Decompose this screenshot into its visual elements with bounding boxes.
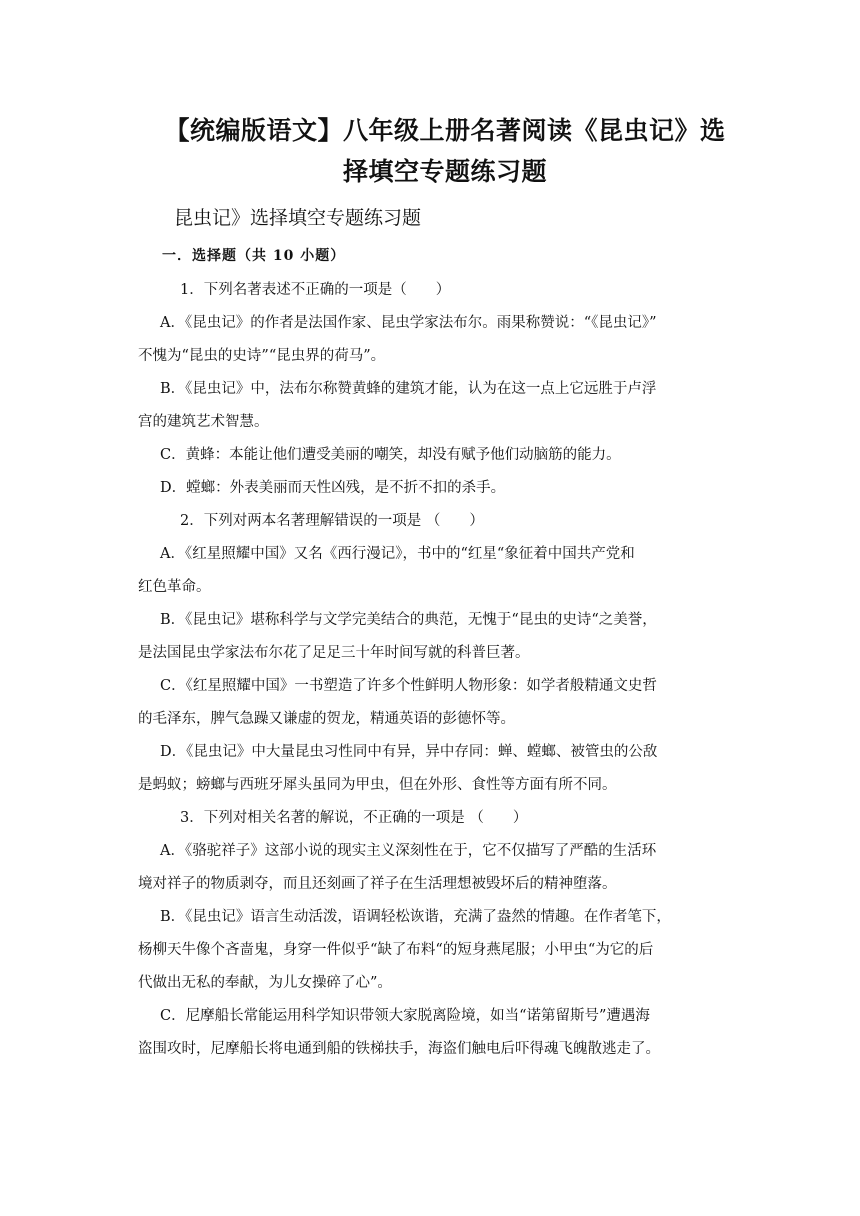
question-stem: 3．下列对相关名著的解说，不正确的一项是 （ ） — [180, 810, 528, 826]
option-continuation: 的毛泽东，脾气急躁又谦虚的贺龙，精通英语的彭德怀等。 — [138, 711, 515, 727]
option-continuation: 是法国昆虫学家法布尔花了足足三十年时间写就的科普巨著。 — [138, 645, 530, 661]
document-title-line-2: 择填空专题练习题 — [342, 157, 547, 186]
document-title-line-1: 【统编版语文】八年级上册名著阅读《昆虫记》选 — [164, 116, 726, 145]
question-stem: 2．下列对两本名著理解错误的一项是 （ ） — [180, 513, 484, 529]
question-stem: 1．下列名著表述不正确的一项是（ ） — [180, 282, 451, 298]
option-continuation: 红色革命。 — [138, 579, 211, 595]
option-text: B．《昆虫记》语言生动活泼，语调轻松诙谐，充满了盎然的情趣。在作者笔下， — [160, 909, 671, 925]
option-text: A．《昆虫记》的作者是法国作家、昆虫学家法布尔。雨果称赞说：“《昆虫记》” — [160, 315, 657, 331]
option-continuation: 宫的建筑艺术智慧。 — [138, 414, 269, 430]
option-text: C．尼摩船长常能运用科学知识带领大家脱离险境，如当“诺第留斯号”遭遇海 — [160, 1008, 650, 1024]
option-text: B．《昆虫记》中，法布尔称赞黄蜂的建筑才能，认为在这一点上它远胜于卢浮 — [160, 381, 657, 397]
option-text: A．《骆驼祥子》这部小说的现实主义深刻性在于，它不仅描写了严酷的生活环 — [160, 843, 657, 859]
option-text: D．《昆虫记》中大量昆虫习性同中有异，异中存同：蝉、螳螂、被管虫的公敌 — [160, 744, 658, 760]
option-continuation: 境对祥子的物质剥夺，而且还刻画了祥子在生活理想被毁坏后的精神堕落。 — [138, 876, 617, 892]
option-text: B．《昆虫记》堪称科学与文学完美结合的典范，无愧于“昆虫的史诗“之美誉， — [160, 612, 657, 628]
option-text: D．螳螂：外表美丽而天性凶残，是不折不扣的杀手。 — [160, 480, 506, 496]
option-text: C．黄蜂：本能让他们遭受美丽的嘲笑，却没有赋予他们动脑筋的能力。 — [160, 447, 621, 463]
question-list — [138, 274, 728, 1066]
option-continuation: 代做出无私的奉献，为儿女操碎了心”。 — [138, 975, 392, 991]
option-continuation: 盗围攻时，尼摩船长将电通到船的铁梯扶手，海盗们触电后吓得魂飞魄散逃走了。 — [138, 1041, 660, 1057]
option-continuation: 不愧为“昆虫的史诗”“昆虫界的荷马”。 — [138, 348, 386, 364]
option-continuation: 是蚂蚁；螃螂与西班牙犀头虽同为甲虫，但在外形、食性等方面有所不同。 — [138, 777, 617, 793]
section-heading: 一．选择题（共 10 小题） — [162, 248, 346, 264]
document-subtitle: 昆虫记》选择填空专题练习题 — [174, 207, 422, 229]
option-text: A．《红星照耀中国》又名《西行漫记》，书中的“红星“象征着中国共产党和 — [160, 546, 635, 562]
option-text: C．《红星照耀中国》一书塑造了许多个性鲜明人物形象：如学者般精通文史哲 — [160, 678, 657, 694]
option-continuation: 杨柳天牛像个吝啬鬼，身穿一件似乎“缺了布料“的短身燕尾服；小甲虫“为它的后 — [138, 942, 654, 958]
